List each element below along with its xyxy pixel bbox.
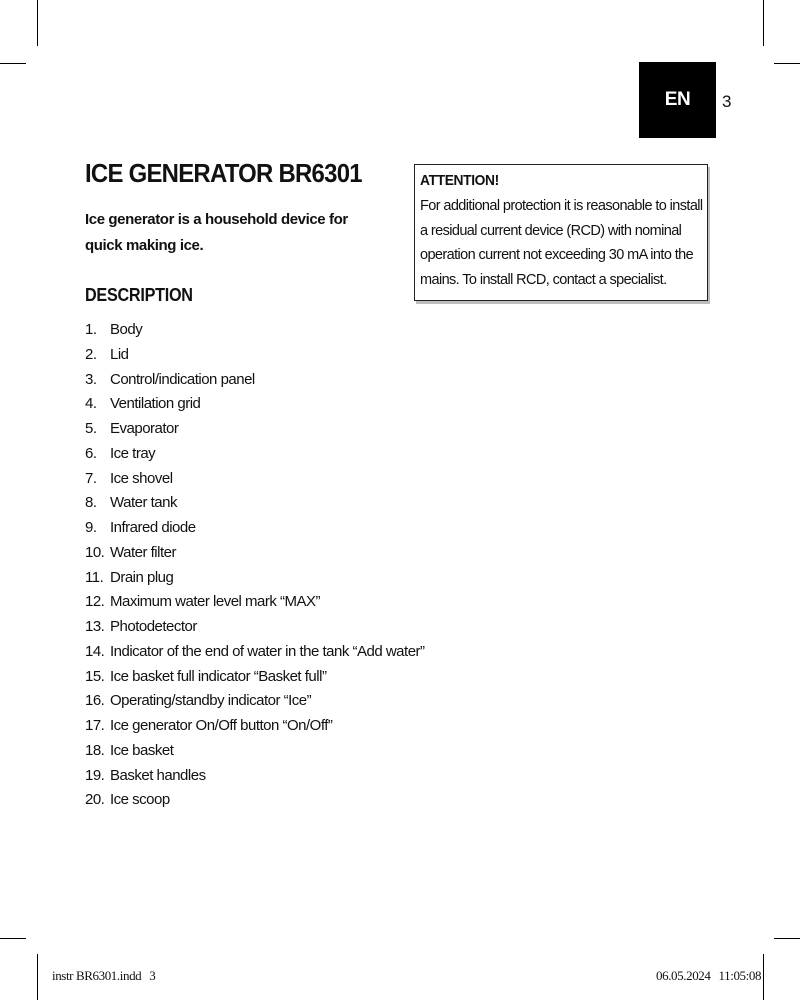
description-heading: DESCRIPTION <box>85 285 193 305</box>
crop-mark <box>774 938 800 939</box>
list-item <box>85 689 425 714</box>
crop-mark <box>774 63 800 64</box>
item-number: 19. <box>85 766 105 784</box>
item-number: 2. <box>85 345 97 363</box>
footer-date: 06.05.2024 <box>656 968 711 983</box>
crop-mark <box>0 938 26 939</box>
item-number: 4. <box>85 395 97 413</box>
item-text: Infrared diode <box>110 519 196 536</box>
item-number: 15. <box>85 667 105 685</box>
item-text: Drain plug <box>110 568 174 586</box>
item-number: 1. <box>85 321 97 338</box>
item-text: Operating/standby indicator “Ice” <box>110 692 312 710</box>
item-number: 14. <box>85 642 105 660</box>
crop-mark <box>37 0 38 46</box>
description-list <box>85 318 425 813</box>
crop-mark <box>763 954 764 1000</box>
intro-text: Ice generator is a household device for quick making ice. <box>85 211 348 254</box>
item-text: Evaporator <box>110 420 179 437</box>
item-number: 13. <box>85 618 105 635</box>
footer-page: 3 <box>149 968 156 983</box>
item-text: Maximum water level mark “MAX” <box>110 593 321 611</box>
list-item <box>85 714 425 739</box>
attention-title: ATTENTION! <box>420 172 499 189</box>
item-number: 10. <box>85 543 105 561</box>
page-title: ICE GENERATOR BR6301 <box>85 158 362 188</box>
item-text: Lid <box>110 345 129 363</box>
item-number: 9. <box>85 519 97 536</box>
item-text: Photodetector <box>110 618 197 635</box>
item-text: Ice scoop <box>110 791 170 809</box>
footer-filename: instr BR6301.indd <box>52 968 142 983</box>
list-item <box>85 615 425 640</box>
list-item <box>85 541 425 566</box>
list-item <box>85 368 425 393</box>
item-number: 20. <box>85 791 105 809</box>
item-text: Water filter <box>110 543 176 561</box>
list-item <box>85 764 425 789</box>
item-number: 17. <box>85 717 105 734</box>
item-text: Ice generator On/Off button “On/Off” <box>110 717 333 734</box>
list-item <box>85 739 425 764</box>
item-text: Water tank <box>110 494 177 512</box>
item-number: 3. <box>85 370 97 388</box>
crop-mark <box>0 63 26 64</box>
list-item <box>85 640 425 665</box>
crop-mark <box>37 954 38 1000</box>
attention-text: For additional protection it is reasonable to install a residual current device (RCD) with nominal operation current not exceeding 30 mA into the mains. To install RCD, contact a specialist. <box>420 198 703 288</box>
item-text: Body <box>110 321 143 338</box>
page-number: 3 <box>722 92 732 111</box>
item-text: Indicator of the end of water in the tank “Add water” <box>110 642 425 660</box>
footer-time: 11:05:08 <box>718 968 762 983</box>
item-number: 18. <box>85 741 105 759</box>
list-item <box>85 566 425 591</box>
item-text: Ice basket full indicator “Basket full” <box>110 667 327 685</box>
attention-box <box>414 164 708 301</box>
list-item <box>85 392 425 417</box>
list-item <box>85 665 425 690</box>
list-item <box>85 318 425 343</box>
list-item <box>85 788 425 813</box>
item-text: Ice tray <box>110 444 156 462</box>
item-number: 6. <box>85 444 97 462</box>
list-item <box>85 491 425 516</box>
list-item <box>85 442 425 467</box>
item-number: 12. <box>85 593 105 611</box>
item-text: Ventilation grid <box>110 395 201 413</box>
list-item <box>85 417 425 442</box>
footer-timestamp <box>656 968 761 984</box>
item-number: 8. <box>85 494 97 512</box>
item-text: Ice basket <box>110 741 174 759</box>
footer-file-info <box>52 968 155 984</box>
item-number: 5. <box>85 420 97 437</box>
item-number: 16. <box>85 692 105 710</box>
item-number: 7. <box>85 469 97 487</box>
language-badge: EN <box>639 62 716 138</box>
item-text: Basket handles <box>110 766 206 784</box>
item-text: Ice shovel <box>110 469 173 487</box>
list-item <box>85 590 425 615</box>
list-item <box>85 343 425 368</box>
item-text: Control/indication panel <box>110 370 255 388</box>
crop-mark <box>763 0 764 46</box>
item-number: 11. <box>85 568 104 586</box>
list-item <box>85 516 425 541</box>
list-item <box>85 467 425 492</box>
